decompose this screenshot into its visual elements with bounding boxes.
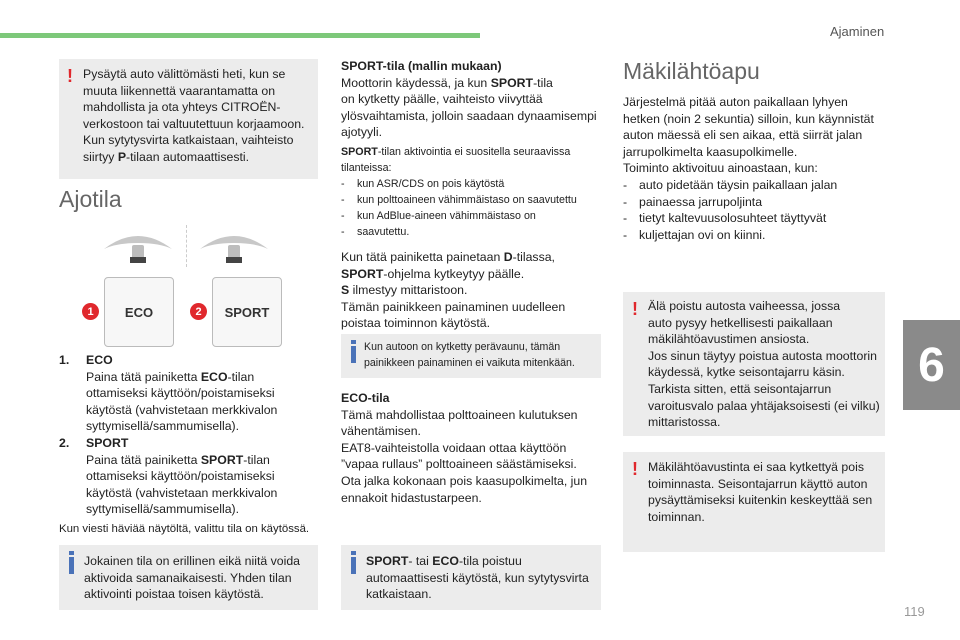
info-box-auto-off — [341, 545, 601, 610]
warning-text: Mäkilähtöavustinta ei saa kytkettyä pois toiminnasta. Seisontajarrun käyttö auton pysäyttämiseksi kuitenkin keskeyttää sen toiminnan. — [648, 460, 873, 524]
callout-badge-2: 2 — [190, 303, 207, 320]
warning-box-cannot-disable — [623, 452, 885, 552]
drive-mode-item-2: 2. SPORT Paina tätä painiketta SPORT-tilan ottamiseksi käyttöön/poistamiseksi käytöstä (vahvistetaan merkkivalon syttymisellä/sammumisella). — [59, 435, 319, 518]
heading-drive-mode: Ajotila — [59, 186, 122, 212]
info-text: SPORT- tai ECO-tila poistuu automaattisesti käytöstä, kun sytytysvirta katkaistaan. — [366, 554, 589, 602]
condition-list: - auto pidetään täysin paikallaan jalan - painaessa jarrupoljinta - tietyt kaltevuusolosuhteet täyttyvät - kuljettajan ovi on kiinni. — [623, 177, 893, 243]
info-icon — [347, 340, 361, 362]
info-box-modes — [59, 545, 318, 610]
eco-button[interactable]: ECO — [104, 277, 174, 347]
sport-activation-text: Kun tätä painiketta painetaan D-tilassa, SPORT-ohjelma kytkeytyy päälle. S ilmestyy mittaristoon. Tämän painikkeen painaminen uudelleen poistaa toiminnon käytöstä. — [341, 250, 566, 331]
warning-icon: ! — [632, 459, 638, 479]
warning-icon: ! — [67, 66, 73, 86]
item-number: 1. — [59, 353, 70, 367]
info-box-trailer — [341, 334, 601, 378]
page-number: 119 — [904, 604, 925, 619]
warning-text: Älä poistu autosta vaiheessa, jossa auto pysyy hetkellisesti paikallaan mäkilähtöavustimen ansiosta. Jos sinun täytyy poistua autosta moottorin käydessä, kytke seisontajarru käsin. Tarkista sitten, että seisontajarrun varoitusvalo palaa yhtäjaksoisesti (ei vilku) mittaristossa. — [648, 299, 880, 430]
info-icon — [65, 551, 79, 573]
figure-divider — [186, 225, 187, 267]
condition-list: - kun ASR/CDS on pois käytöstä - kun polttoaineen vähimmäistaso on saavutettu - kun AdBlue-aineen vähimmäistaso on - saavutettu. — [341, 176, 603, 240]
drive-mode-figure — [87, 225, 290, 340]
callout-badge-1: 1 — [82, 303, 99, 320]
info-icon — [347, 551, 361, 573]
warning-box-stop — [59, 59, 318, 179]
eco-mode-title: ECO-tila — [341, 391, 390, 405]
item-title: SPORT — [86, 436, 129, 450]
header-accent-bar — [0, 33, 480, 38]
sport-mode-title: SPORT-tila (mallin mukaan) — [341, 59, 502, 73]
warning-text: Pysäytä auto välittömästi heti, kun se muuta liikennettä vaarantamatta on mahdollista ja ota yhteys CITROËN- verkostoon tai valtuutettuun korjaamoon. Kun sytytysvirta katkaistaan, vaihteisto siirtyy P-tilaan automaattisesti. — [83, 67, 305, 164]
sport-mode-section: SPORT-tila (mallin mukaan) Moottorin käydessä, ja kun SPORT-tila on kytketty päälle, vaihteisto viivyttää ylösvaihtamista, jolloin saadaan dynaamisempi ajotyyli. — [341, 58, 603, 141]
sport-not-recommended: SPORT-tilan aktivointia ei suositella seuraavissa tilanteissa: - kun ASR/CDS on pois käytöstä - kun polttoaineen vähimmäistaso on saavutettu - kun AdBlue-aineen vähimmäistaso on - saavutettu. — [341, 144, 603, 240]
item-number: 2. — [59, 436, 70, 450]
info-text: Kun autoon on kytketty perävaunu, tämän painikkeen painaminen ei vaikuta mitenkään. — [364, 341, 575, 369]
heading-hill-start: Mäkilähtöapu — [623, 58, 760, 84]
steering-wheel-icon — [100, 229, 176, 265]
info-text: Jokainen tila on erillinen eikä niitä voida aktivoida samanaikaisesti. Yhden tilan aktivointi poistaa toisen käytöstä. — [84, 554, 301, 602]
warning-box-leave-car — [623, 292, 885, 436]
drive-mode-footnote: Kun viesti häviää näytöltä, valittu tila on käytössä. — [59, 523, 310, 535]
drive-mode-item-1: 1. ECO Paina tätä painiketta ECO-tilan ottamiseksi käyttöön/poistamiseksi käytöstä (vahvistetaan merkkivalon syttymisellä/sammumisella). — [59, 352, 319, 435]
warning-icon: ! — [632, 299, 638, 319]
eco-mode-section: ECO-tila Tämä mahdollistaa polttoaineen kulutuksen vähentämisen. EAT8-vaihteistolla voidaan ottaa käyttöön ”vapaa rullaus” polttoaineen säästämiseksi. Ota jalka kokonaan pois kaasupolkimelta, jun ennakoit hidastustarpeen. — [341, 390, 603, 506]
item-title: ECO — [86, 353, 113, 367]
chapter-tab: 6 — [903, 320, 960, 410]
sport-button[interactable]: SPORT — [212, 277, 282, 347]
hill-start-intro: Järjestelmä pitää auton paikallaan lyhyen hetken (noin 2 sekuntia) silloin, kun käynnistät auton mäessä eli sen aikaa, että siirrät jalan jarrupolkimelta kaasupolkimelle. Toiminto aktivoituu ainoastaan, kun: - auto pidetään täysin paikallaan jalan - painaessa jarrupoljinta - tietyt kaltevuusolosuhteet täyttyvät - kuljettajan ovi on kiinni. — [623, 94, 893, 243]
steering-wheel-icon — [196, 229, 272, 265]
section-title: Ajaminen — [830, 24, 885, 39]
